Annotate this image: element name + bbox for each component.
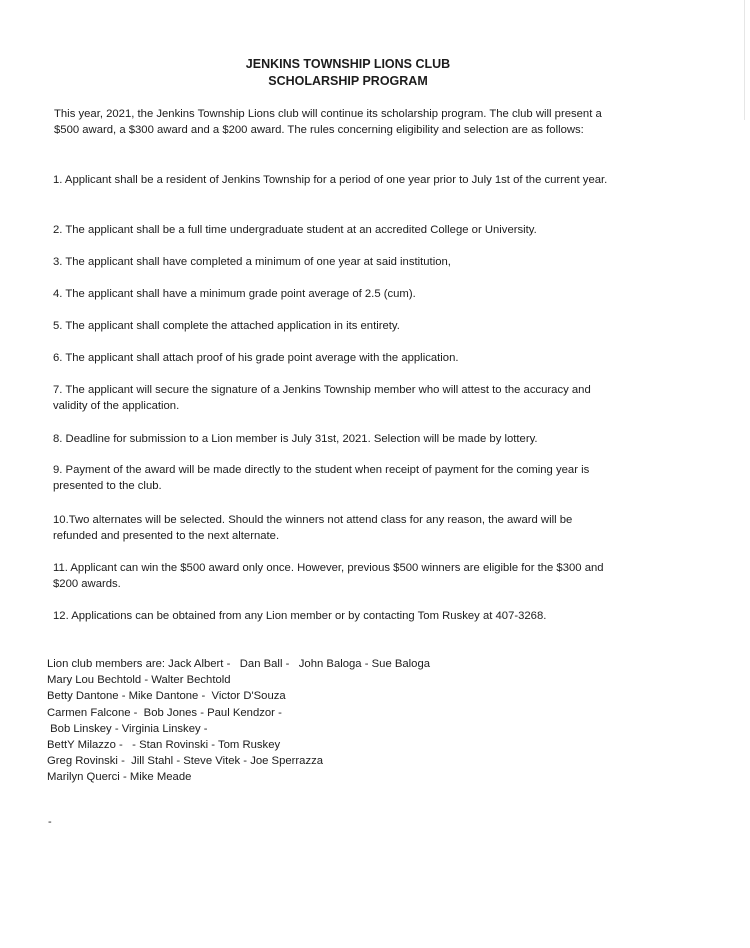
member-line: BettY Milazzo - - Stan Rovinski - Tom Ruskey [47,739,281,752]
stray-dash-mark: - [48,816,52,828]
member-line: Bob Linskey - Virginia Linskey - [47,722,208,735]
rule-item: 10.Two alternates will be selected. Should the winners not attend class for any reason, the award will be refunded and presented to the next alternate. [53,514,573,542]
rule-item: 11. Applicant can win the $500 award only once. However, previous $500 winners are eligible for the $300 and $200 awards. [53,562,604,590]
rule-item: 6. The applicant shall attach proof of his grade point average with the application. [53,352,459,364]
scan-edge-line [744,0,745,120]
rule-item: 4. The applicant shall have a minimum grade point average of 2.5 (cum). [53,288,416,300]
member-line: Greg Rovinski - Jill Stahl - Steve Vitek - Joe Sperrazza [47,755,324,768]
rule-item: 5. The applicant shall complete the attached application in its entirety. [53,320,400,332]
rule-item: 3. The applicant shall have completed a minimum of one year at said institution, [53,256,451,268]
rule-item: 8. Deadline for submission to a Lion member is July 31st, 2021. Selection will be made by lottery. [53,433,538,445]
member-line: Marilyn Querci - Mike Meade [47,771,192,784]
rule-item: 7. The applicant will secure the signature of a Jenkins Township member who will attest to the accuracy and validity of the application. [53,384,591,412]
document-subtitle: SCHOLARSHIP PROGRAM [268,74,428,88]
member-list [47,656,547,786]
rule-item: 1. Applicant shall be a resident of Jenkins Township for a period of one year prior to July 1st of the current year. [53,174,608,186]
document-title: JENKINS TOWNSHIP LIONS CLUB [245,57,451,71]
rule-item: 2. The applicant shall be a full time undergraduate student at an accredited College or University. [53,224,537,236]
intro-paragraph: This year, 2021, the Jenkins Township Lions club will continue its scholarship program. The club will present a $500 award, a $300 award and a $200 award. The rules concerning eligibility and selection are as follows: [54,108,602,136]
member-line: Lion club members are: Jack Albert - Dan Ball - John Baloga - Sue Baloga [47,658,431,670]
member-line: Betty Dantone - Mike Dantone - Victor D'Souza [47,690,286,703]
member-line: Mary Lou Bechtold - Walter Bechtold [47,674,231,687]
rule-item: 9. Payment of the award will be made directly to the student when receipt of payment for the coming year is presented to the club. [53,464,590,492]
member-line: Carmen Falcone - Bob Jones - Paul Kendzor - [47,706,282,719]
rule-item: 12. Applications can be obtained from any Lion member or by contacting Tom Ruskey at 407-3268. [53,610,547,622]
